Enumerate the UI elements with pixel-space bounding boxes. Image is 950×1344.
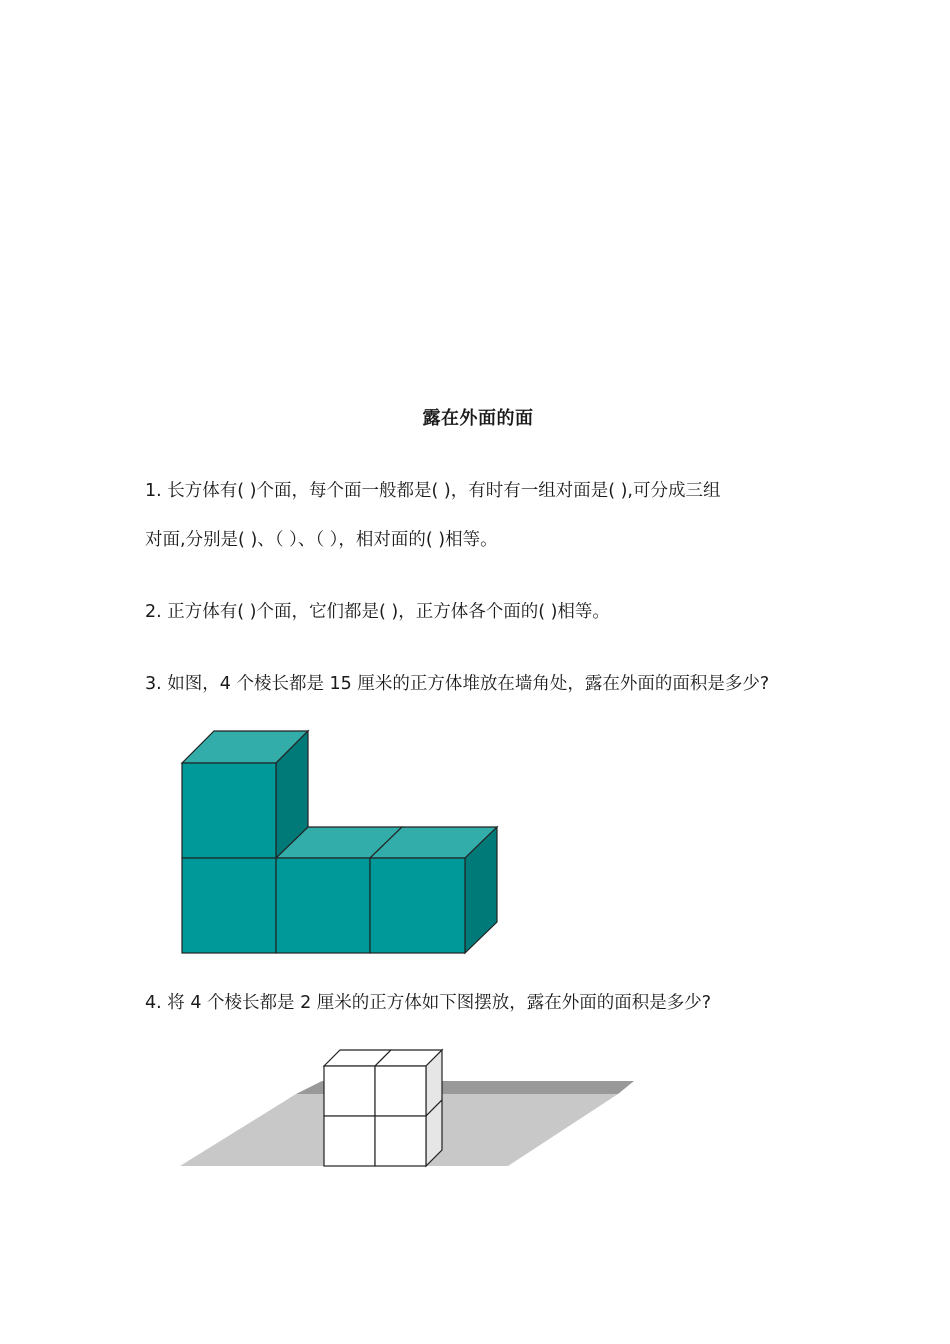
question-4-text: 4. 将 4 个棱长都是 2 厘米的正方体如下图摆放，露在外面的面积是多少? (145, 993, 712, 1013)
teal-cube-front-face (182, 763, 276, 858)
worksheet-title: 露在外面的面 (422, 408, 534, 429)
teal-cube-front-face (276, 858, 370, 953)
teal-cube-front-face (182, 858, 276, 953)
question-2-text: 2. 正方体有( )个面，它们都是( )，正方体各个面的( )相等。 (145, 602, 610, 622)
white-cube-front-face (375, 1066, 426, 1116)
figure-white-cube-stack (178, 1046, 638, 1170)
question-3-text: 3. 如图，4 个棱长都是 15 厘米的正方体堆放在墙角处，露在外面的面积是多少? (145, 674, 770, 694)
white-cube-front-face (375, 1116, 426, 1166)
white-cube-front-face (324, 1116, 375, 1166)
question-1-line-1: 1. 长方体有( )个面，每个面一般都是( )，有时有一组对面是( ),可分成三组 (145, 481, 721, 501)
figure-teal-cube-stack (178, 726, 503, 958)
teal-cube-front-face (370, 858, 465, 953)
question-1-line-2: 对面,分别是( )、（ ）、（ ），相对面的( )相等。 (145, 530, 498, 550)
white-cube-front-face (324, 1066, 375, 1116)
